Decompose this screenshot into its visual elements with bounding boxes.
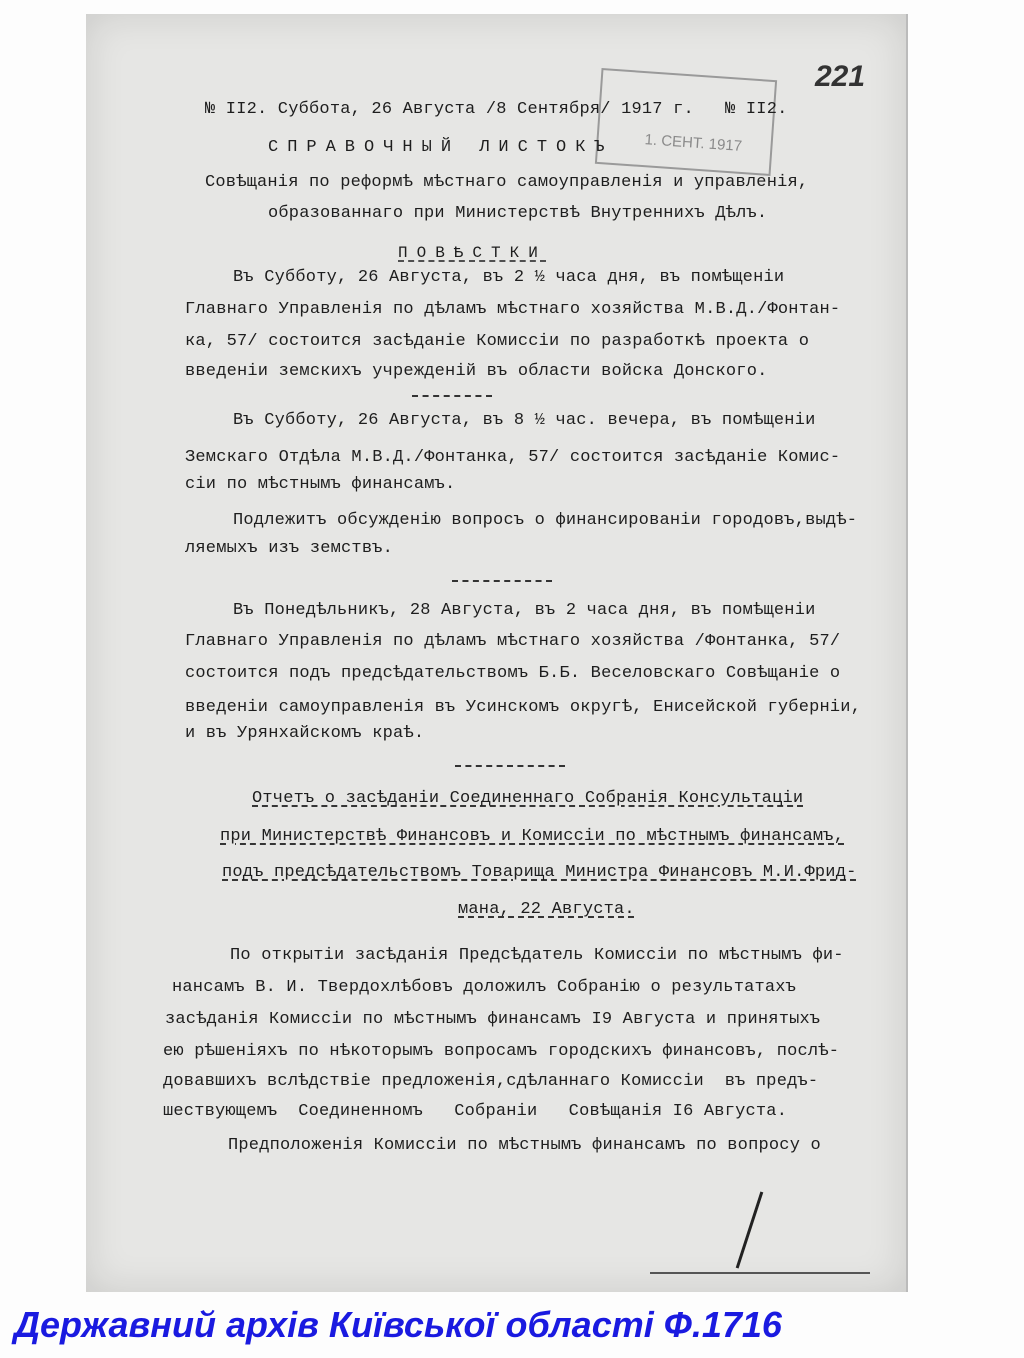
text-line: ею рѣшеніяхъ по нѣкоторымъ вопросамъ городскихъ финансовъ, послѣ- — [163, 1042, 840, 1061]
text-line: и въ Урянхайскомъ краѣ. — [185, 724, 425, 743]
text-line: Предположенія Комиссіи по мѣстнымъ финансамъ по вопросу о — [228, 1136, 821, 1155]
text-line: Въ Понедѣльникъ, 28 Августа, въ 2 часа дня, въ помѣщеніи — [233, 601, 816, 620]
text-line: довавшихъ вслѣдствіе предложенія,сдѣланнаго Комиссіи въ предъ- — [163, 1072, 819, 1091]
text-line: засѣданія Комиссіи по мѣстнымъ финансамъ I9 Августа и принятыхъ — [165, 1010, 821, 1029]
text-line: Въ Субботу, 26 Августа, въ 8 ½ час. вечера, въ помѣщеніи — [233, 411, 816, 430]
archive-stamp — [595, 68, 777, 176]
divider — [412, 395, 492, 397]
text-line: введеніи земскихъ учрежденій въ области войска Донского. — [185, 362, 768, 381]
section-heading: ПОВѢСТКИ — [398, 244, 547, 262]
text-line: По открытіи засѣданія Предсѣдатель Комиссіи по мѣстнымъ фи- — [230, 946, 844, 965]
text-line: Въ Субботу, 26 Августа, въ 2 ½ часа дня, въ помѣщеніи — [233, 268, 785, 287]
divider — [455, 765, 565, 767]
subtitle-2: образованнаго при Министерствѣ Внутреннихъ Дѣлъ. — [268, 204, 768, 223]
text-line: нансамъ В. И. Твердохлѣбовъ доложилъ Собранію о результатахъ — [172, 978, 797, 997]
text-line: Земскаго Отдѣла М.В.Д./Фонтанка, 57/ состоится засѣданіе Комис- — [185, 448, 841, 467]
archive-watermark: Державний архів Київської області Ф.1716 — [14, 1304, 782, 1345]
folio-number: 221 — [815, 60, 866, 93]
text-line: ка, 57/ состоится засѣданіе Комиссіи по разработкѣ проекта о — [185, 332, 810, 351]
divider — [452, 580, 552, 582]
text-line: введеніи самоуправленія въ Усинскомъ округѣ, Енисейской губерніи, — [185, 698, 862, 717]
text-line: сіи по мѣстнымъ финансамъ. — [185, 475, 456, 494]
issue-header: № II2. Суббота, 26 Августа /8 Сентября/ 1917 г. № II2. — [205, 100, 788, 119]
document-title: СПРАВОЧНЫЙ ЛИСТОКЪ — [268, 138, 614, 157]
report-heading: мана, 22 Августа. — [458, 900, 635, 919]
text-line: Подлежитъ обсужденію вопросъ о финансированіи городовъ,выдѣ- — [233, 511, 858, 530]
text-line: состоится подъ предсѣдательствомъ Б.Б. Веселовскаго Совѣщаніе о — [185, 664, 841, 683]
report-heading: Отчетъ о засѣданіи Соединеннаго Собранія Консультаціи — [252, 789, 804, 808]
subtitle-1: Совѣщанія по реформѣ мѣстнаго самоуправленія и управленія, — [205, 173, 809, 192]
pen-underline — [650, 1272, 870, 1274]
text-line: ляемыхъ изъ земствъ. — [185, 539, 394, 558]
text-line: Главнаго Управленія по дѣламъ мѣстнаго хозяйства /Фонтанка, 57/ — [185, 632, 841, 651]
report-heading: подъ предсѣдательствомъ Товарища Министра Финансовъ М.И.Фрид- — [222, 863, 857, 882]
stamp-date: 1. СЕНТ. 1917 — [644, 131, 743, 155]
report-heading: при Министерствѣ Финансовъ и Комиссіи по мѣстнымъ финансамъ, — [220, 827, 845, 846]
text-line: шествующемъ Соединенномъ Собраніи Совѣщанія I6 Августа. — [163, 1102, 788, 1121]
text-line: Главнаго Управленія по дѣламъ мѣстнаго хозяйства М.В.Д./Фонтан- — [185, 300, 841, 319]
